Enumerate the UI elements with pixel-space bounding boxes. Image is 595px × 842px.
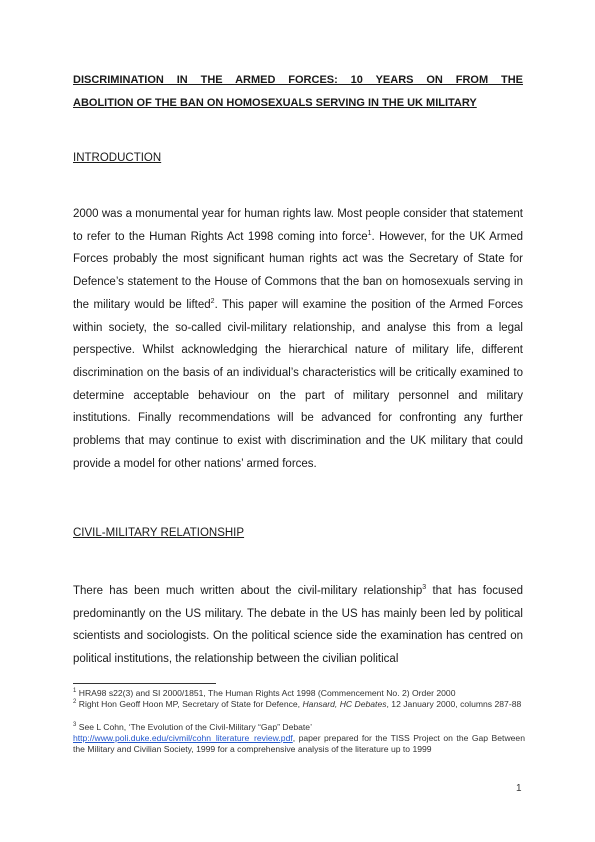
footnote-ref-2[interactable]: 2: [210, 297, 215, 305]
page-number: 1: [516, 783, 522, 794]
footnote-2: $^2$ Right Hon Geoff Hoon MP, Secretary of State for Defence, Hansard, HC Debates, 12 January 2000, columns 287-88: [73, 699, 522, 709]
footnote-ref-3[interactable]: 3: [422, 584, 427, 591]
civil-military-paragraph: There has been much written about the civil-military relationship$^3$ that has focused predominantly on the US military. The debate in the US has mainly been led by political scientists and sociologists. On the political science side the examination has centred on political institutions, the relationship between the civilian political: [73, 584, 523, 666]
footnote-separator: [73, 683, 216, 684]
footnote-3-link[interactable]: http://www.poli.duke.edu/civmil/cohn_literature_review.pdf: [73, 733, 293, 743]
paper-title: [73, 69, 523, 115]
footnote-1: $^1$ HRA98 s22(3) and SI 2000/1851, The Human Rights Act 1998 (Commencement No. 2) Order 2000: [73, 688, 456, 698]
civil-military-heading: CIVIL-MILITARY RELATIONSHIP: [73, 527, 245, 539]
title-line-1: DISCRIMINATION IN THE ARMED FORCES: 10 YEARS ON FROM THE: [73, 74, 523, 86]
introduction-heading: INTRODUCTION: [73, 152, 162, 164]
footnote-ref-1[interactable]: 1: [367, 229, 372, 237]
introduction-paragraph: 2000 was a monumental year for human rights law. Most people consider that statement to refer to the Human Rights Act 1998 coming into force$^1$. However, for the UK Armed Forces probably the most significant human rights act was the Secretary of State for Defence’s statement to the House of Commons that the ban on homosexuals serving in the military would be lifted$^2$. This paper will examine the position of the Armed Forces within society, the so-called civil-military relationship, and analyse this from a legal perspective. Whilst acknowledging the hierarchical nature of military life, different discrimination on the basis of an individual’s characteristics will be critically examined to determine acceptable behaviour on the part of military personnel and military institutions. Finally recommendations will be advanced for confronting any further problems that may continue to exist with discrimination and the UK military that could provide a model for other nations’ armed forces.: [73, 208, 523, 470]
title-line-2: ABOLITION OF THE BAN ON HOMOSEXUALS SERVING IN THE UK MILITARY: [73, 97, 477, 109]
footnote-3: $^3$ See L Cohn, ‘The Evolution of the Civil-Military “Gap” Debate’ http://www.poli.duke.edu/civmil/cohn_literature_review.pdf, paper prepared for the TISS Project on the Gap Between the Military and Civilian Society, 1999 for a comprehensive analysis of the literature up to 1999: [73, 722, 525, 754]
